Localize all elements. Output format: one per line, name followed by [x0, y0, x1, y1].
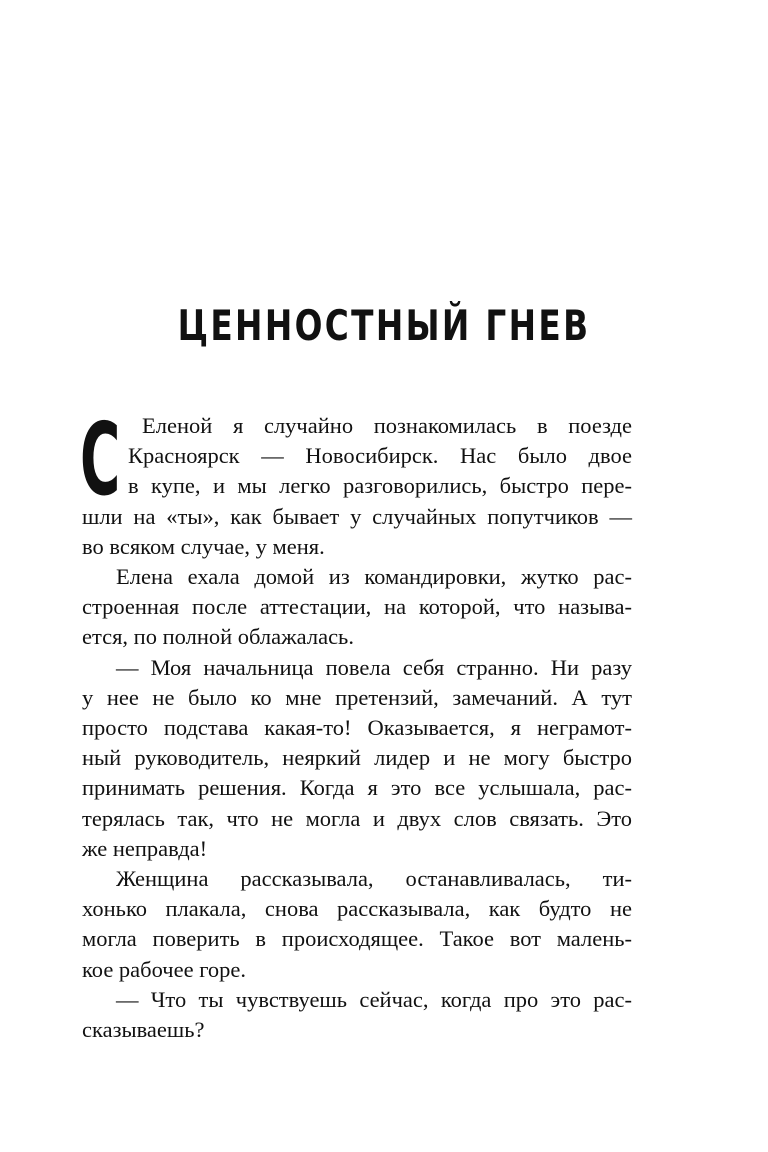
text-line: кое рабочее горе.	[82, 956, 246, 982]
drop-cap: С	[80, 401, 121, 518]
text-line: в купе, и мы легко разговорились, быстро пере-	[128, 473, 632, 499]
text-line: Женщина рассказывала, останавливалась, ти-	[116, 866, 632, 892]
text-line: у нее не было ко мне претензий, замечаний. А тут	[82, 684, 632, 710]
text-line: Еленой я случайно познакомилась в поезде	[142, 413, 632, 438]
text-line: ный руководитель, неяркий лидер и не могу быстро	[82, 745, 632, 771]
paragraph-2	[82, 562, 632, 653]
paragraph-5	[82, 985, 632, 1045]
paragraph-3	[82, 653, 632, 864]
text-line: Красноярск — Новосибирск. Нас было двое	[128, 443, 632, 469]
text-line: во всяком случае, у меня.	[82, 533, 325, 559]
paragraph-4	[82, 864, 632, 985]
text-line: хонько плакала, снова рассказывала, как будто не	[82, 896, 632, 922]
text-line: — Моя начальница повела себя странно. Ни разу	[116, 654, 632, 680]
text-line: просто подстава какая-то! Оказывается, я неграмот-	[82, 715, 632, 741]
text-line: терялась так, что не могла и двух слов связать. Это	[82, 805, 632, 831]
chapter-title: ЦЕННОСТНЫЙ ГНЕВ	[177, 301, 591, 350]
text-line: строенная после аттестации, на которой, что называ-	[82, 594, 632, 620]
text-line: — Что ты чувствуешь сейчас, когда про это рас-	[116, 986, 632, 1012]
text-line: Елена ехала домой из командировки, жутко рас-	[116, 564, 632, 590]
text-line: сказываешь?	[82, 1017, 205, 1043]
text-line: же неправда!	[82, 835, 208, 861]
text-line: ется, по полной облажалась.	[82, 624, 354, 650]
text-line: принимать решения. Когда я это все услышала, рас-	[82, 775, 632, 801]
text-line: шли на «ты», как бывает у случайных попутчиков —	[82, 503, 632, 529]
text-line: могла поверить в происходящее. Такое вот малень-	[82, 926, 632, 952]
body-text	[80, 401, 632, 1045]
paragraph-1	[80, 401, 632, 562]
